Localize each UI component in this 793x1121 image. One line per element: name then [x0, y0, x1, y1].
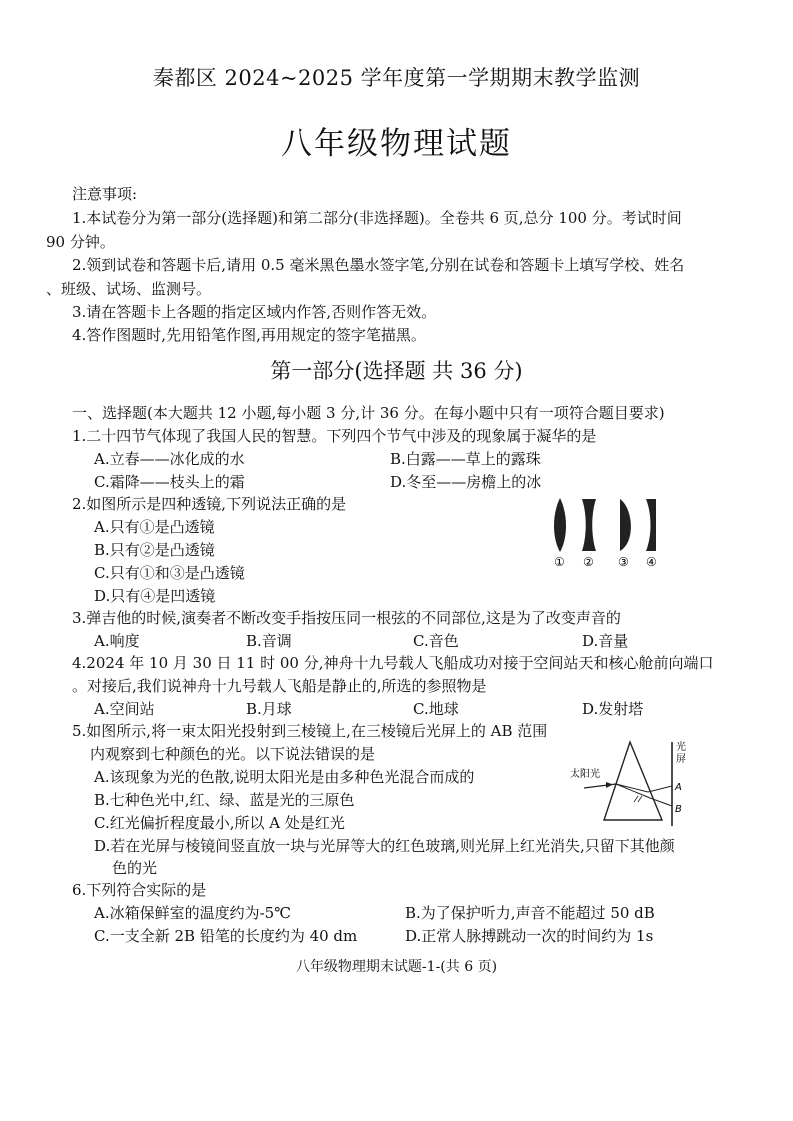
option: D.若在光屏与棱镜间竖直放一块与光屏等大的红色玻璃,则光屏上红光消失,只留下其他颜 [94, 837, 675, 855]
hatch [634, 796, 638, 802]
notice-line: 、班级、试场、监测号。 [46, 280, 212, 298]
exam-header: 秦都区 2024~2025 学年度第一学期期末教学监测 [152, 66, 641, 90]
point-b-label: B [675, 804, 682, 815]
prism-figure [570, 736, 690, 828]
option: D.音量 [582, 632, 629, 650]
notice-heading: 注意事项: [72, 185, 138, 203]
option: A.只有①是凸透镜 [94, 518, 215, 536]
concave-lens-4 [646, 499, 656, 551]
option: C.地球 [413, 700, 459, 718]
question-stem: 3.弹吉他的时候,演奏者不断改变手指按压同一根弦的不同部位,这是为了改变声音的 [72, 609, 621, 627]
notice-line: 3.请在答题卡上各题的指定区域内作答,否则作答无效。 [72, 303, 437, 321]
option: 色的光 [112, 859, 158, 877]
screen-label: 屏 [676, 754, 686, 765]
option: B.七种色光中,红、绿、蓝是光的三原色 [94, 791, 355, 809]
notice-line: 1.本试卷分为第一部分(选择题)和第二部分(非选择题)。全卷共 6 页,总分 100 分。考试时间 [72, 209, 682, 227]
lens-figure [540, 494, 670, 572]
question-stem: 内观察到七种颜色的光。以下说法错误的是 [90, 745, 376, 763]
question-stem: 4.2024 年 10 月 30 日 11 时 00 分,神舟十九号载人飞船成功对接于空间站天和核心舱前向端口 [72, 654, 714, 672]
lens-label: ① [554, 555, 565, 569]
lens-label: ④ [646, 555, 657, 569]
option: C.霜降——枝头上的霜 [94, 473, 245, 491]
screen-label: 光 [676, 742, 686, 753]
hatch [638, 796, 642, 802]
section-title: 第一部分(选择题 共 36 分) [270, 359, 523, 383]
option: B.白露——草上的露珠 [390, 450, 541, 468]
option: A.空间站 [94, 700, 155, 718]
concave-lens-2 [582, 499, 596, 551]
plano-convex-lens-3 [620, 499, 631, 551]
point-a-label: A [675, 782, 682, 793]
question-stem: 2.如图所示是四种透镜,下列说法正确的是 [72, 495, 347, 513]
dispersed-ray [650, 798, 672, 806]
page-footer: 八年级物理期末试题-1-(共 6 页) [295, 959, 498, 975]
notice-line: 2.领到试卷和答题卡后,请用 0.5 毫米黑色墨水签字笔,分别在试卷和答题卡上填写学校、姓名 [72, 256, 685, 274]
option: A.响度 [94, 632, 140, 650]
option: C.只有①和③是凸透镜 [94, 564, 245, 582]
notice-line: 90 分钟。 [46, 233, 115, 251]
option: C.一支全新 2B 铅笔的长度约为 40 dm [94, 927, 358, 945]
option: B.月球 [246, 700, 292, 718]
option: A.立春——冰化成的水 [94, 450, 245, 468]
section-intro: 一、选择题(本大题共 12 小题,每小题 3 分,计 36 分。在每小题中只有一项符合题目要求) [72, 404, 665, 422]
option: B.音调 [246, 632, 292, 650]
convex-lens-1 [554, 498, 566, 552]
option: C.红光偏折程度最小,所以 A 处是红光 [94, 814, 345, 832]
question-stem: 。对接后,我们说神舟十九号载人飞船是静止的,所选的参照物是 [72, 677, 487, 695]
notice-line: 4.答作图题时,先用铅笔作图,再用规定的签字笔描黑。 [72, 326, 426, 344]
ray-arrow [606, 782, 613, 788]
option: B.为了保护听力,声音不能超过 50 dB [405, 904, 655, 922]
option: A.该现象为光的色散,说明太阳光是由多种色光混合而成的 [94, 768, 475, 786]
option: D.发射塔 [582, 700, 644, 718]
option: A.冰箱保鲜室的温度约为-5℃ [94, 904, 291, 922]
lens-label: ③ [618, 555, 629, 569]
question-stem: 6.下列符合实际的是 [72, 881, 207, 899]
dispersed-ray [648, 786, 672, 792]
sunlight-label: 太阳光 [570, 769, 600, 780]
option: C.音色 [413, 632, 459, 650]
lens-label: ② [583, 555, 594, 569]
option: D.正常人脉搏跳动一次的时间约为 1s [405, 927, 654, 945]
prism [604, 742, 662, 820]
option: B.只有②是凸透镜 [94, 541, 215, 559]
page-title: 八年级物理试题 [281, 126, 512, 162]
question-stem: 1.二十四节气体现了我国人民的智慧。下列四个节气中涉及的现象属于凝华的是 [72, 427, 597, 445]
question-stem: 5.如图所示,将一束太阳光投射到三棱镜上,在三棱镜后光屏上的 AB 范围 [72, 722, 548, 740]
option: D.冬至——房檐上的冰 [390, 473, 542, 491]
option: D.只有④是凹透镜 [94, 587, 216, 605]
